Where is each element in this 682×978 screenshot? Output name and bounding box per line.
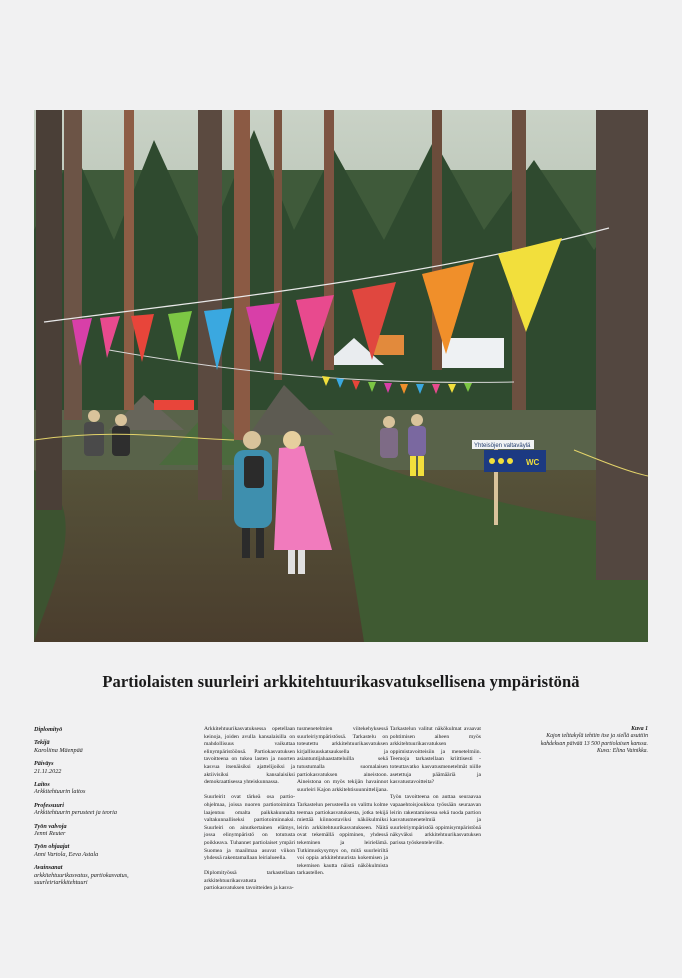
abstract-paragraph: Arkkitehtuurikasvatuksessa opetellaan keinoja, joiden avulla kansalaisilla on mahdollisuus vaikuttaa elinympäristöönsä. Partiokasvatuksen tavoitteena on tukea lasten ja nuorten kasvua itsenäisiksi ajattelijoiksi ja aktiivisiksi kansalaisiksi demokraattisessa yhteiskunnassa.	[204, 726, 295, 786]
abstract-paragraph: Työn tavoitteena on auttaa seuraavaa vapaaehtoisjoukkoa työssään seuraavan leirin rakentamisessa sekä tuoda partion kasvatusmenetelmiä ja suurleiriympäristöä oppimisympäristönä näkyväksi arkkitehtuurikasvatuksen parissa työskenteleville.	[390, 794, 481, 846]
meta-value-advisors: Anni Vartola, Eeva Astala	[34, 850, 99, 858]
hero-photo	[34, 110, 648, 642]
abstract-paragraph: tusmenetelmien viitekehyksessä suurleiriympäristössä. Tarkastelu on toteutettu arkkitehtuurikasvatuksen kirjallisuuskatsauksella ja asiantuntijahaastatteluilla sekä tutustumalla suomalaisen partiokasvatuksen aineistoon. Aineistona on myös tekijän havainnot suurleiri Kajon arkkitehtisuunnittelijana.	[297, 726, 388, 793]
meta-value-supervisor: Jenni Reuter	[34, 830, 66, 838]
meta-value-date: 21.11.2022	[34, 767, 62, 775]
meta-label-advisors: Työn ohjaajat	[34, 843, 70, 851]
page-title: Partiolaisten suurleiri arkkitehtuurikasvatuksellisena ympäristönä	[102, 672, 580, 691]
camp-scene-illustration	[34, 110, 648, 642]
meta-label-supervisor: Työn valvoja	[34, 822, 67, 830]
abstract-column-3	[390, 726, 481, 855]
abstract-paragraph: Diplomityössä tarkastellaan arkkitehtuurikasvatusta partiokasvatuksen tavoitteiden ja kasva-	[204, 870, 295, 892]
thesis-metadata	[34, 726, 174, 893]
meta-value-author: Karoliina Mäenpää	[34, 746, 83, 754]
meta-value-department: Arkkitehtuurin laitos	[34, 788, 86, 796]
abstract-paragraph: Tarkastelun valitut näkökulmat avaavat pohtimisen aiheen myös arkkitehtuurikasvatuksen oppimistavoitteisiin ja menetelmiin. Teemoja tarkastellaan kriittisesti - toteuttavatko kasvatusmenetelmät niille asetettuja päämääriä ja kasvatustavoitteita?	[390, 726, 481, 786]
caption-credit: Kuva: Elina Vainikka.	[596, 748, 648, 755]
abstract-column-2	[297, 726, 388, 885]
meta-label-department: Laitos	[34, 781, 50, 789]
meta-label-keywords: Avainsanat	[34, 864, 63, 872]
abstract-column-1	[204, 726, 295, 901]
meta-value-keywords: arkkitehtuurikasvatus, partiokasvatus, suurleiriarkkitehtuuri	[34, 871, 129, 887]
meta-label-author: Tekijä	[34, 739, 50, 747]
sign-text: Yhteisöjen valtaväylä	[474, 443, 531, 449]
sign-wc: WC	[526, 458, 540, 467]
caption-text: Kajon telttakylä tehtiin itse ja siellä asuttiin kahdeksan päivää 13 500 partiolaisen kanssa.	[540, 733, 648, 747]
meta-label-date: Päiväys	[34, 760, 54, 768]
abstract-paragraph: Suurleirit ovat tärkeä osa partio-ohjelmaa, joissa nuoren partiotoiminta laajentuu omalta paikkakunnalta valtakunnalliseksi partiotoiminnaksi. Suurleiri on ainutkertainen elämys, jossa elinympäristö on totutusta poikkeava. Tuhannet partiolaiset ympäri Suomea ja maailmaa asuvat viikon yhdessä rakentamallaan leirialueella.	[204, 794, 295, 862]
meta-value-professorship: Arkkitehtuurin perusteet ja teoria	[34, 809, 117, 817]
abstract-paragraph: Tarkastelun perusteella on valittu kolme teemaa partiokasvatuksesta, jotka tekijä miettää kiinnostaviksi näkökulmiksi leirin arkkitehtuurikasvatukseen. Näitä ovat tekemällä oppiminen, yhdessä tekeminen ja leirielämä. Tutkimuskysymys on, mitä suurleiriltä voi oppia arkkitehtuurista kokemisen ja tekemisen kautta näistä näkökulmista tarkastellen.	[297, 801, 388, 877]
meta-label-thesis-type: Diplomityö	[34, 726, 63, 733]
figure-caption	[530, 726, 648, 756]
meta-label-professorship: Professuuri	[34, 801, 64, 809]
caption-label: Kuva 1	[631, 726, 648, 732]
